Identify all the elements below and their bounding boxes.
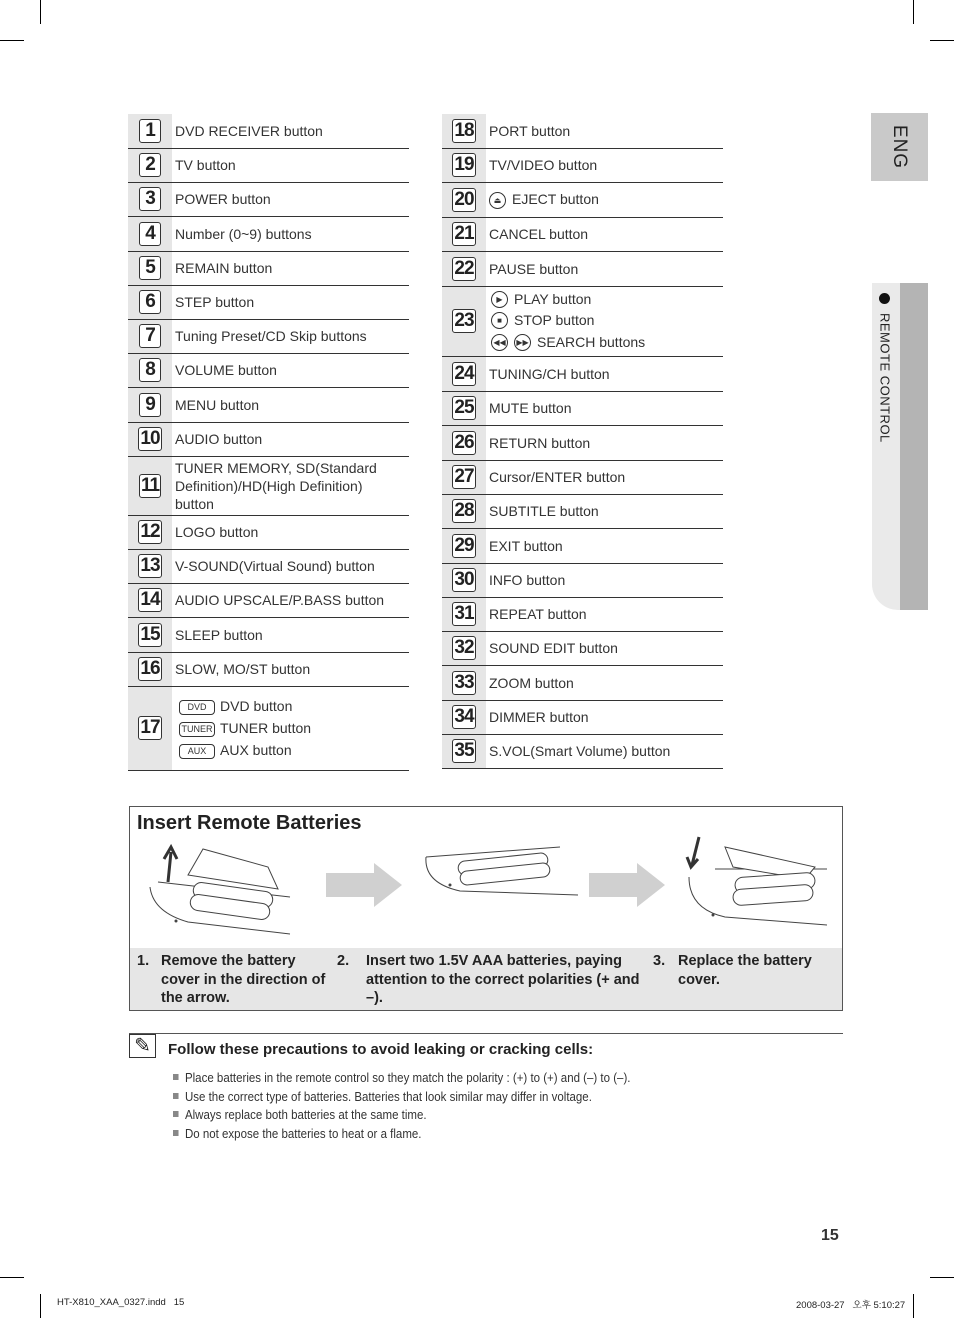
- table-row: [442, 665, 723, 700]
- item-label: TUNER MEMORY, SD(Standard Definition)/HD(High Definition) button: [172, 456, 409, 515]
- rewind-icon: ◀◀: [491, 334, 508, 351]
- table-row: [128, 686, 409, 770]
- step-text: Replace the battery cover.: [678, 953, 812, 988]
- item-number: 29: [454, 534, 474, 556]
- dvd-key-icon: DVD: [179, 700, 215, 715]
- insert-batteries-panel: [129, 806, 843, 1011]
- steps-bar: [130, 948, 842, 1010]
- item-number: 3: [139, 187, 161, 211]
- bullet-square-icon: [173, 1130, 179, 1136]
- insert-batteries-illustration: [420, 843, 580, 898]
- table-row: [128, 353, 409, 387]
- item-label: RETURN button: [486, 425, 723, 460]
- item-label: REMAIN button: [172, 251, 409, 285]
- fast-forward-icon: ▶▶: [514, 334, 531, 351]
- item-label: STOP button: [514, 311, 595, 328]
- item-label: AUDIO UPSCALE/P.BASS button: [172, 583, 409, 617]
- table-row: [128, 617, 409, 652]
- table-row: [128, 652, 409, 686]
- item-number: 11: [140, 474, 160, 496]
- bullet-square-icon: [173, 1074, 179, 1080]
- item-number: 1: [139, 119, 161, 143]
- list-item: [491, 310, 719, 331]
- section-tab: [872, 283, 928, 610]
- step-text: Insert two 1.5V AAA batteries, paying attention to the correct polarities (+ and –).: [366, 953, 640, 1006]
- item-label: DVD RECEIVER button: [172, 114, 409, 148]
- item-label: PLAY button: [514, 290, 592, 307]
- item-label: MUTE button: [486, 391, 723, 425]
- language-tab: [871, 113, 928, 181]
- crop-mark: [913, 0, 914, 24]
- item-number: 31: [454, 603, 474, 624]
- item-number: 33: [454, 671, 474, 693]
- table-row: [442, 356, 723, 391]
- item-label: SOUND EDIT button: [486, 631, 723, 665]
- item-label: Number (0~9) buttons: [172, 216, 409, 251]
- panel-title: Insert Remote Batteries: [137, 812, 362, 834]
- item-label: LOGO button: [172, 515, 409, 549]
- list-item: [491, 331, 719, 354]
- list-item: Use the correct type of batteries. Batteries that look similar may differ in voltage.: [173, 1088, 630, 1107]
- item-number: 8: [139, 358, 161, 382]
- item-number: 12: [140, 521, 160, 542]
- table-row: [442, 631, 723, 665]
- table-row: [128, 182, 409, 216]
- item-label: TUNING/CH button: [486, 356, 723, 391]
- table-row: [128, 114, 409, 148]
- stop-icon: ■: [491, 312, 508, 329]
- item-number: 22: [454, 257, 474, 279]
- list-item: Do not expose the batteries to heat or a flame.: [173, 1125, 630, 1144]
- item-label: V-SOUND(Virtual Sound) button: [172, 549, 409, 583]
- table-row: [442, 460, 723, 494]
- item-number: 16: [140, 658, 160, 679]
- buttons-table-left: [128, 114, 409, 771]
- item-label: REPEAT button: [486, 597, 723, 631]
- table-row: [128, 456, 409, 515]
- list-item: [179, 695, 405, 717]
- page-number: 15: [821, 1227, 839, 1244]
- item-label: DIMMER button: [486, 700, 723, 734]
- bullet-square-icon: [173, 1111, 179, 1117]
- list-item: [179, 739, 405, 761]
- item-label: EJECT button: [512, 191, 599, 208]
- item-number: 6: [139, 290, 161, 314]
- table-row: [442, 597, 723, 631]
- item-number: 26: [454, 431, 474, 453]
- item-label: SLEEP button: [172, 617, 409, 652]
- list-item: Always replace both batteries at the same time.: [173, 1106, 630, 1125]
- remove-cover-illustration: [148, 837, 298, 942]
- item-label: INFO button: [486, 563, 723, 597]
- item-label: S.VOL(Smart Volume) button: [486, 734, 723, 768]
- item-number: 9: [139, 393, 161, 417]
- bullet-dot-icon: [879, 293, 890, 304]
- list-item: [491, 289, 719, 310]
- table-row: [128, 216, 409, 251]
- item-number: 5: [139, 256, 161, 280]
- item-label: DVD button: [220, 698, 293, 714]
- aux-key-icon: AUX: [179, 744, 215, 759]
- table-row: [442, 217, 723, 251]
- section-tab-label: REMOTE CONTROL: [877, 313, 893, 443]
- table-row: [442, 563, 723, 597]
- item-number: 25: [454, 397, 474, 418]
- item-number: 13: [140, 555, 160, 576]
- item-number: 14: [140, 589, 160, 610]
- table-row: [128, 148, 409, 182]
- list-item: Place batteries in the remote control so they match the polarity : (+) to (+) and (–) to (–).: [173, 1069, 630, 1088]
- item-number: 10: [140, 428, 160, 449]
- item-label: Cursor/ENTER button: [486, 460, 723, 494]
- table-row: [128, 515, 409, 549]
- item-number: 30: [454, 569, 474, 590]
- table-row: [442, 114, 723, 148]
- item-number: 17: [140, 717, 160, 738]
- table-row: [442, 148, 723, 182]
- item-number: 35: [454, 740, 474, 761]
- item-label: AUX button: [220, 742, 292, 758]
- item-number: 4: [139, 222, 161, 246]
- step-number: 1.: [137, 953, 150, 969]
- table-row: [128, 285, 409, 319]
- item-number: 19: [454, 154, 474, 175]
- crop-mark: [40, 0, 41, 24]
- crop-mark: [40, 1294, 41, 1318]
- footer-file: HT-X810_XAA_0327.indd 15: [57, 1297, 185, 1308]
- item-label: TV button: [172, 148, 409, 182]
- table-row: [442, 425, 723, 460]
- table-row: [442, 700, 723, 734]
- arrow-right-icon: [326, 863, 402, 907]
- precaution-list: [173, 1069, 670, 1143]
- note-title: Follow these precautions to avoid leaking or cracking cells:: [168, 1041, 594, 1058]
- table-row: [128, 387, 409, 422]
- play-icon: ▶: [491, 291, 508, 308]
- arrow-right-icon: [589, 863, 665, 907]
- buttons-table-right: [442, 114, 723, 769]
- step-text: Remove the battery cover in the direction of the arrow.: [161, 953, 326, 1006]
- table-row: [128, 549, 409, 583]
- item-label: TUNER button: [220, 720, 312, 736]
- item-number: 23: [454, 310, 474, 331]
- crop-mark: [930, 40, 954, 41]
- item-label: Tuning Preset/CD Skip buttons: [172, 319, 409, 353]
- item-label: PORT button: [486, 114, 723, 148]
- item-label: SLOW, MO/ST button: [172, 652, 409, 686]
- table-row: [128, 583, 409, 617]
- table-row: [442, 182, 723, 217]
- item-label: MENU button: [172, 387, 409, 422]
- table-row: [442, 528, 723, 563]
- item-label: SEARCH buttons: [537, 333, 646, 350]
- item-number: 15: [140, 623, 160, 645]
- item-label: STEP button: [172, 285, 409, 319]
- item-number: 18: [454, 119, 474, 141]
- table-row: [442, 286, 723, 356]
- item-number: 27: [454, 466, 474, 487]
- footer-date: 2008-03-27 오후 5:10:27: [796, 1300, 906, 1311]
- item-number: 2: [139, 153, 161, 177]
- crop-mark: [0, 1277, 24, 1278]
- table-row: [442, 734, 723, 768]
- item-label: POWER button: [172, 182, 409, 216]
- note-divider: [129, 1033, 843, 1034]
- item-label: PAUSE button: [486, 251, 723, 286]
- list-item: [179, 717, 405, 739]
- step-number: 3.: [653, 953, 666, 969]
- crop-mark: [913, 1294, 914, 1318]
- item-number: 24: [454, 362, 474, 384]
- bullet-square-icon: [173, 1093, 179, 1099]
- table-row: [442, 391, 723, 425]
- eject-icon: ⏏: [489, 192, 506, 209]
- item-number: 32: [454, 637, 474, 658]
- item-label: ZOOM button: [486, 665, 723, 700]
- table-row: [442, 251, 723, 286]
- table-row: [442, 494, 723, 528]
- item-number: 20: [454, 188, 474, 210]
- note-icon: ✎: [129, 1034, 156, 1058]
- table-row: [128, 319, 409, 353]
- replace-cover-illustration: [685, 829, 835, 939]
- language-tab-label: ENG: [889, 124, 910, 170]
- item-label: VOLUME button: [172, 353, 409, 387]
- crop-mark: [930, 1277, 954, 1278]
- item-label: SUBTITLE button: [486, 494, 723, 528]
- step-number: 2.: [337, 953, 350, 969]
- item-number: 7: [139, 324, 161, 348]
- item-number: 34: [454, 706, 474, 727]
- item-label: AUDIO button: [172, 422, 409, 456]
- crop-mark: [0, 40, 24, 41]
- item-number: 28: [454, 500, 474, 521]
- table-row: [128, 251, 409, 285]
- item-label: TV/VIDEO button: [486, 148, 723, 182]
- item-label: CANCEL button: [486, 217, 723, 251]
- item-label: EXIT button: [486, 528, 723, 563]
- tuner-key-icon: TUNER: [179, 722, 215, 737]
- item-number: 21: [454, 223, 474, 244]
- table-row: [128, 422, 409, 456]
